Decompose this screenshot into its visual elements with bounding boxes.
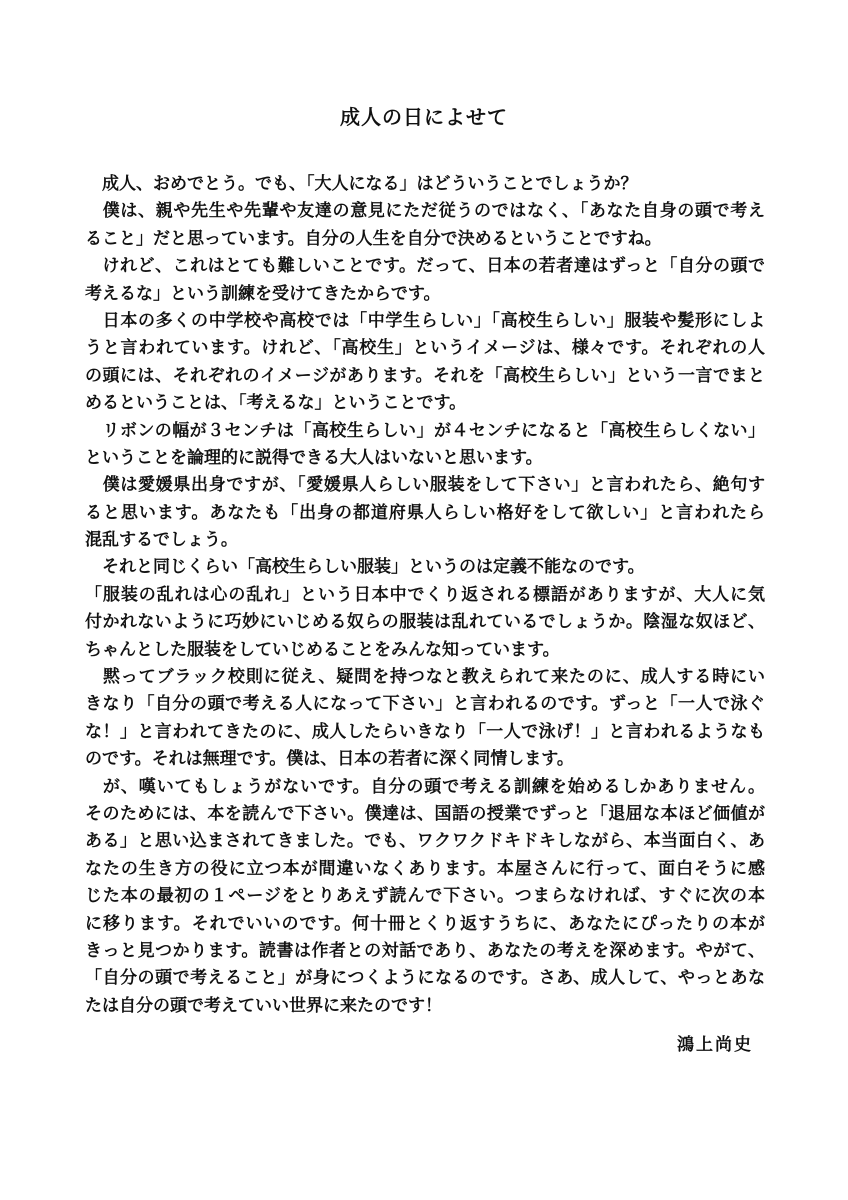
text-line: 考えるな」という訓練を受けてきたからです。 — [85, 283, 441, 303]
text-line: うと言われています。けれど、「高校生」というイメージは、様々です。それぞれの人 — [85, 338, 765, 358]
text-line: じた本の最初の１ページをとりあえず読んで下さい。つまらなければ、すぐに次の本 — [85, 886, 765, 906]
text-line: の頭には、それぞれのイメージがあります。それを「高校生らしい」という一言でまと — [85, 365, 765, 385]
text-line: ると思います。あなたも「出身の都道府県人らしい格好をして欲しい」と言われたら — [85, 502, 765, 522]
text-line: きなり「自分の頭で考える人になって下さい」と言われるのです。ずっと「一人で泳ぐ — [85, 694, 765, 714]
text-line: ること」だと思っています。自分の人生を自分で決めるということですね。 — [85, 228, 662, 248]
text-line: リボンの幅が３センチは「高校生らしい」が４センチになると「高校生らしくない」 — [85, 420, 765, 440]
text-line: 「服装の乱れは心の乱れ」という日本中でくり返される標語がありますが、大人に気 — [85, 584, 765, 604]
document-title: 成人の日によせて — [340, 107, 508, 129]
text-line: のです。それは無理です。僕は、日本の若者に深く同情します。 — [85, 749, 574, 769]
text-line: なたの生き方の役に立つ本が間違いなくあります。本屋さんに行って、面白そうに感 — [85, 858, 765, 878]
document-body — [85, 170, 765, 1019]
text-line: けれど、これはとても難しいことです。だって、日本の若者達はずっと「自分の頭で — [85, 256, 765, 276]
text-line: 僕は愛媛県出身ですが、「愛媛県人らしい服装をして下さい」と言われたら、絶句す — [85, 475, 765, 495]
text-line: それと同じくらい「高校生らしい服装」というのは定義不能なのです。 — [85, 557, 645, 577]
author-signature: 鴻上尚史 — [677, 1035, 753, 1055]
text-line: きっと見つかります。読書は作者との対話であり、あなたの考えを深めます。やがて、 — [85, 940, 765, 960]
text-line: が、嘆いてもしょうがないです。自分の頭で考える訓練を始めるしかありません。 — [85, 776, 765, 796]
text-line: 僕は、親や先生や先輩や友達の意見にただ従うのではなく、「あなた自身の頭で考え — [85, 201, 765, 221]
text-line: に移ります。それでいいのです。何十冊とくり返すうちに、あなたにぴったりの本が — [85, 913, 765, 933]
text-line: な！」と言われてきたのに、成人したらいきなり「一人で泳げ！」と言われるようなも — [85, 721, 765, 741]
text-line: ちゃんとした服装をしていじめることをみんな知っています。 — [85, 639, 560, 659]
text-line: めるということは、「考えるな」ということです。 — [85, 393, 467, 413]
text-line: 成人、おめでとう。でも、「大人になる」はどういうことでしょうか？ — [85, 174, 638, 193]
text-line: 「自分の頭で考えること」が身につくようになるのです。さあ、成人して、やっとあな — [85, 968, 765, 988]
text-line: 混乱するでしょう。 — [85, 530, 238, 550]
text-line: そのためには、本を読んで下さい。僕達は、国語の授業でずっと「退屈な本ほど価値が — [85, 803, 765, 823]
text-line: 日本の多くの中学校や高校では「中学生らしい」「高校生らしい」服装や髪形にしよ — [85, 310, 765, 330]
text-line: 付かれないように巧妙にいじめる奴らの服装は乱れているでしょうか。陰湿な奴ほど、 — [85, 612, 766, 632]
text-line: たは自分の頭で考えていい世界に来たのです！ — [85, 995, 442, 1015]
text-line: ある」と思い込まされてきました。でも、ワクワクドキドキしながら、本当面白く、あ — [85, 831, 765, 851]
text-line: 黙ってブラック校則に従え、疑問を持つなと教えられて来たのに、成人する時にい — [85, 667, 765, 687]
text-line: ということを論理的に説得できる大人はいないと思います。 — [85, 447, 543, 467]
